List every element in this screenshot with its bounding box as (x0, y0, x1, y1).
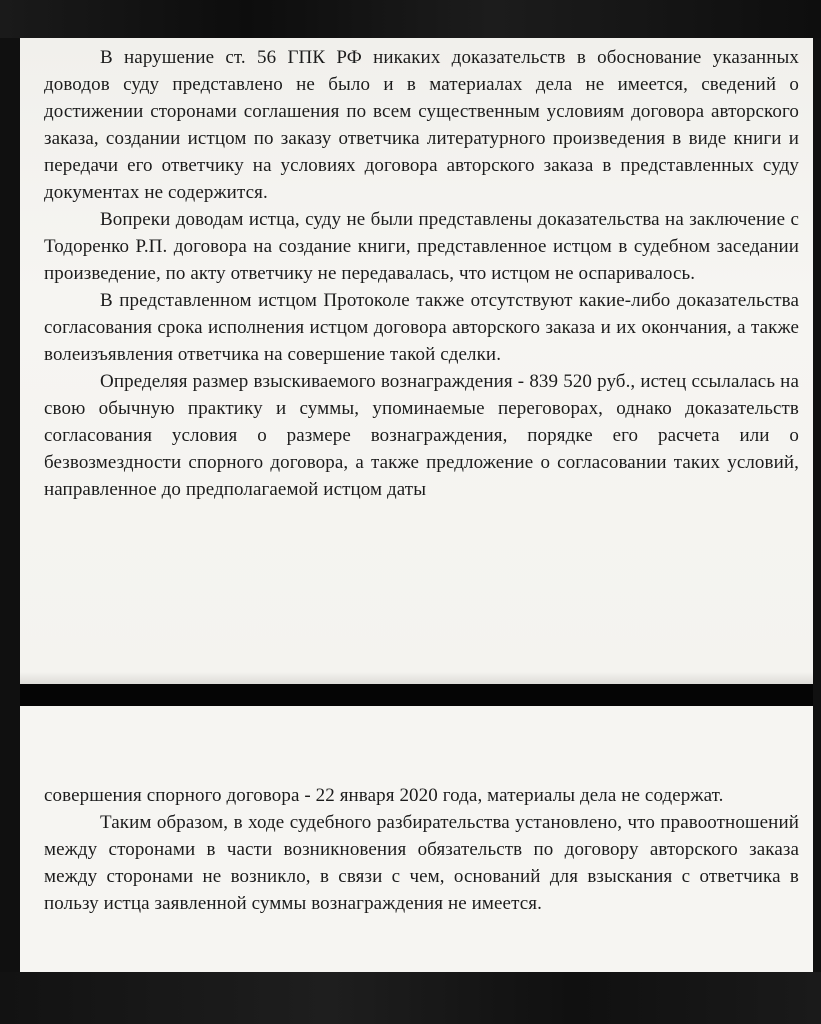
document-page-2 (20, 706, 813, 972)
paragraph-6: Таким образом, в ходе судебного разбирательства установлено, что правоотношений между сторонами в части возникновения обязательств по договору авторского заказа между сторонами не возникло, в связи с чем, оснований для взыскания с ответчика в пользу истца заявленной суммы вознаграждения не имеется. (44, 812, 799, 914)
background-top (0, 0, 821, 38)
background-bottom (0, 972, 821, 1024)
paragraph-5: совершения спорного договора - 22 января 2020 года, материалы дела не содержат. (44, 785, 724, 806)
background-right (813, 38, 821, 972)
paragraph-1: В нарушение ст. 56 ГПК РФ никаких доказательств в обоснование указанных доводов суду представлено не было и в материалах дела не имеется, сведений о достижении сторонами соглашения по всем существенным условиям договора авторского заказа, создании истцом по заказу ответчика литературного произведения в виде книги и передачи его ответчику на условиях договора авторского заказа в представленных суду документах не содержится. (44, 47, 799, 203)
paragraph-3: В представленном истцом Протоколе также отсутствуют какие-либо доказательства согласования срока исполнения истцом договора авторского заказа и их окончания, а также волеизъявления ответчика на совершение такой сделки. (44, 290, 799, 365)
page-divider (20, 684, 813, 706)
document-page-1 (20, 38, 813, 686)
background-left (0, 38, 20, 972)
paragraph-4: Определяя размер взыскиваемого вознаграждения - 839 520 руб., истец ссылалась на свою обычную практику и суммы, упоминаемые переговорах, однако доказательств согласования условия о размере вознаграждения, порядке его расчета или о безвозмездности спорного договора, а также предложение о согласовании таких условий, направленное до предполагаемой истцом даты (44, 371, 799, 500)
paragraph-2: Вопреки доводам истца, суду не были представлены доказательства на заключение с Тодоренко Р.П. договора на создание книги, представленное истцом в судебном заседании произведение, по акту ответчику не передавалась, что истцом не оспаривалось. (44, 209, 799, 284)
